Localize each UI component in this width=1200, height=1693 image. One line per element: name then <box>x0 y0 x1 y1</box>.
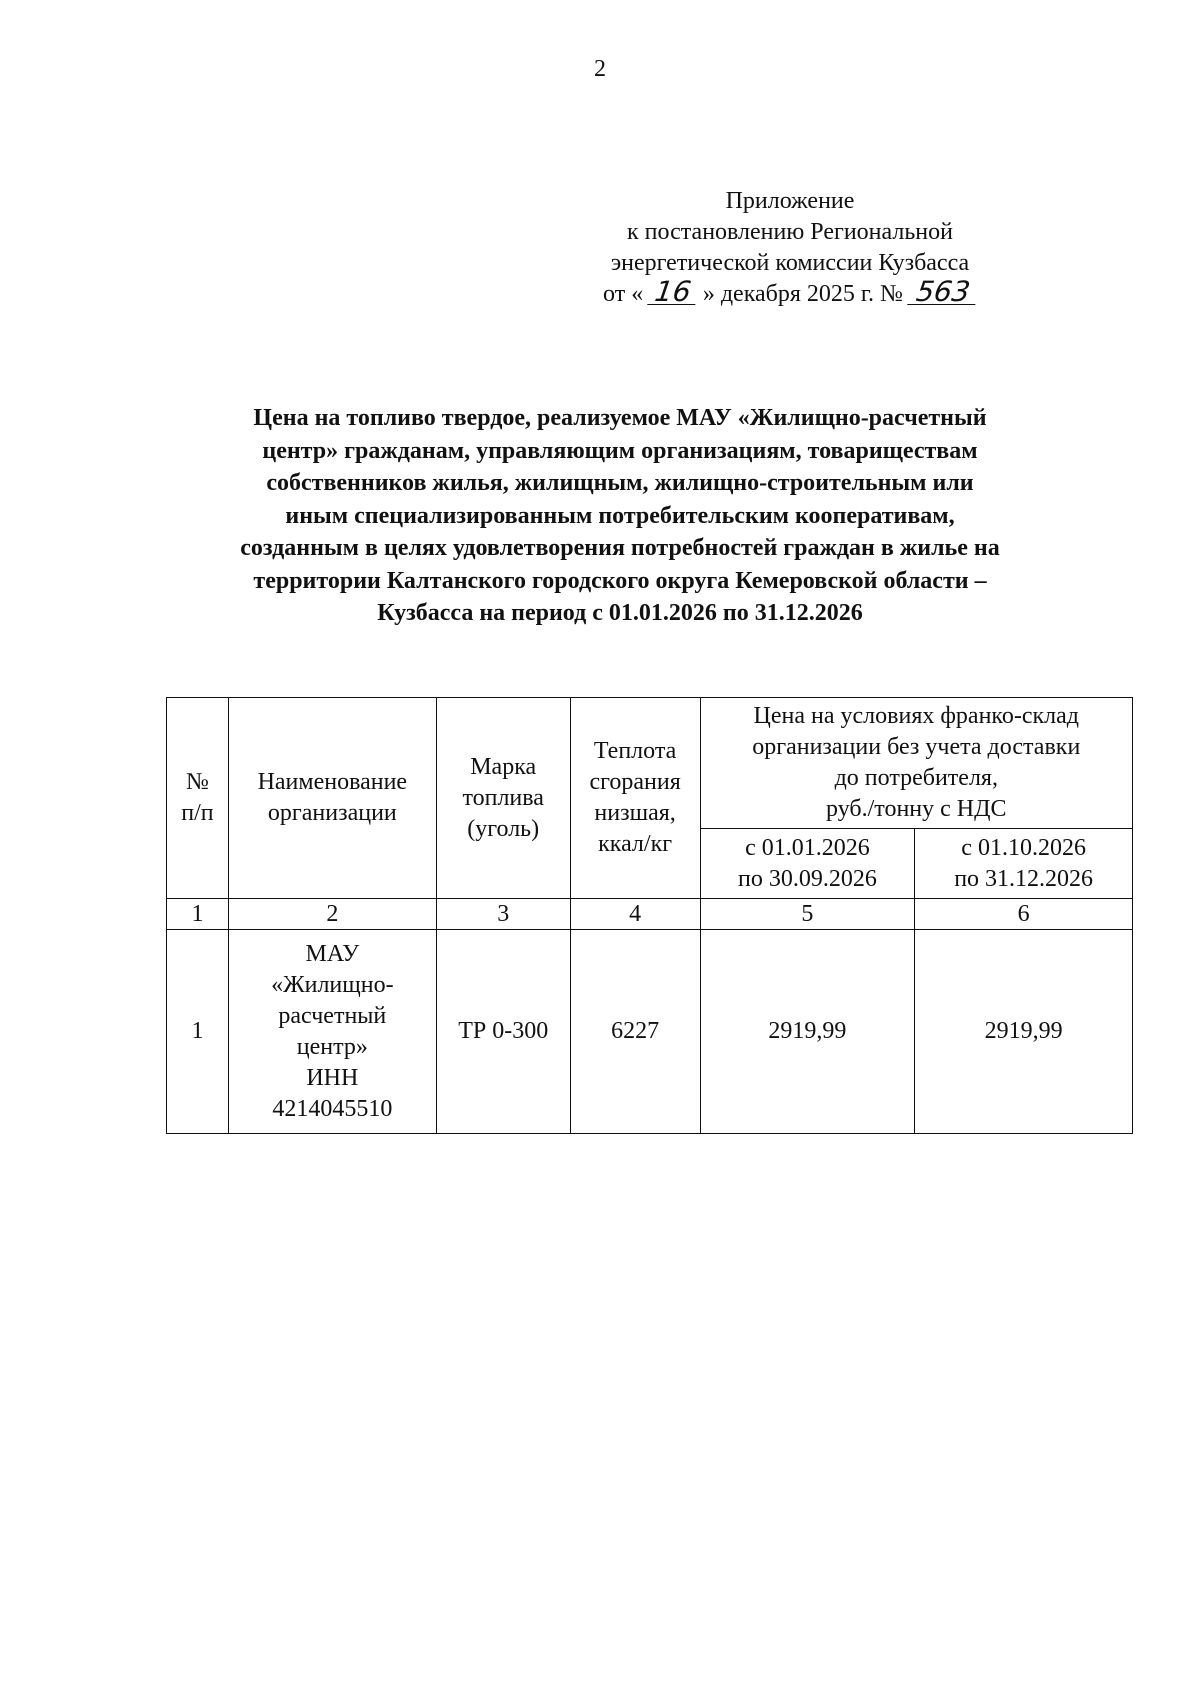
title-line: Цена на топливо твердое, реализуемое МАУ «Жилищно-расчетный <box>253 405 987 431</box>
header-heat-value: Теплота сгорания низшая, ккал/кг <box>570 698 700 899</box>
column-number-row <box>167 899 1133 930</box>
appendix-date-line <box>560 275 1020 310</box>
table-row <box>167 930 1133 1134</box>
title-line: созданным в целях удовлетворения потребностей граждан в жилье на <box>240 535 1000 561</box>
document-title <box>190 402 1050 630</box>
fuel-brand: ТР 0-300 <box>436 930 570 1134</box>
column-number: 2 <box>228 899 436 930</box>
price-table <box>166 697 1133 1134</box>
heat-value: 6227 <box>570 930 700 1134</box>
organization-name: МАУ «Жилищно- расчетный центр» ИНН 4214045510 <box>228 930 436 1134</box>
title-line: центр» гражданам, управляющим организациям, товариществам <box>262 437 978 464</box>
row-number: 1 <box>167 930 229 1134</box>
title-line: Кузбасса на период с 01.01.2026 по 31.12.2026 <box>377 600 863 626</box>
header-price: Цена на условиях франко-склад организации без учета доставки до потребителя, руб./тонну с НДС <box>700 698 1132 829</box>
column-number: 3 <box>436 899 570 930</box>
handwritten-number: 563 <box>907 280 979 305</box>
header-number: № п/п <box>167 698 229 899</box>
appendix-resolution-line: к постановлению Региональной <box>627 219 953 245</box>
appendix-block <box>560 186 1020 310</box>
header-fuel-brand: Марка топлива (уголь) <box>436 698 570 899</box>
column-number: 1 <box>167 899 229 930</box>
header-period-1: с 01.01.2026 по 30.09.2026 <box>700 829 915 899</box>
date-middle: » декабря 2025 г. № <box>702 281 903 307</box>
appendix-title: Приложение <box>725 188 855 214</box>
column-number: 5 <box>700 899 915 930</box>
price-period-2: 2919,99 <box>915 930 1133 1134</box>
header-period-2: с 01.10.2026 по 31.12.2026 <box>915 829 1133 899</box>
column-number: 6 <box>915 899 1133 930</box>
price-period-1: 2919,99 <box>700 930 915 1134</box>
column-number: 4 <box>570 899 700 930</box>
header-organization: Наименование организации <box>228 698 436 899</box>
appendix-commission-line: энергетической комиссии Кузбасса <box>610 250 970 276</box>
title-line: иным специализированным потребительским кооперативам, <box>285 502 955 529</box>
title-line: собственников жилья, жилищным, жилищно-строительным или <box>266 470 974 496</box>
date-prefix: от « <box>603 281 644 307</box>
title-line: территории Калтанского городского округа Кемеровской области – <box>253 567 987 594</box>
page-number: 2 <box>594 56 606 82</box>
handwritten-day: 16 <box>647 280 698 305</box>
